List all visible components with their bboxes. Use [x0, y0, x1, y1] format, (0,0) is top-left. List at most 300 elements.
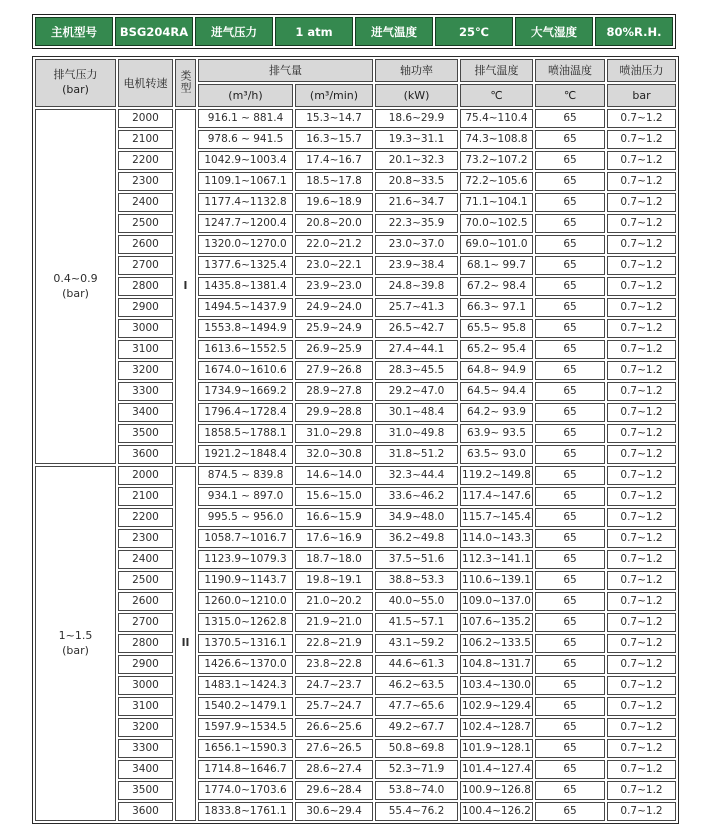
cell-capacity-m3h: 1435.8~1381.4: [198, 277, 293, 296]
table-row: [35, 529, 676, 548]
cell-capacity-m3min: 20.8~20.0: [295, 214, 373, 233]
cell-shaft-power: 36.2~49.8: [375, 529, 458, 548]
table-row: [35, 340, 676, 359]
cell-capacity-m3min: 29.9~28.8: [295, 403, 373, 422]
cell-oil-pressure: 0.7~1.2: [607, 109, 676, 128]
cell-discharge-temp: 65.5~ 95.8: [460, 319, 533, 338]
table-row: [35, 466, 676, 485]
cell-capacity-m3h: 1796.4~1728.4: [198, 403, 293, 422]
inlet-pressure-label: 进气压力: [195, 17, 273, 46]
cell-motor-speed: 2000: [118, 109, 173, 128]
cell-oil-temp: 65: [535, 193, 605, 212]
cell-discharge-temp: 117.4~147.6: [460, 487, 533, 506]
cell-motor-speed: 2800: [118, 634, 173, 653]
cell-capacity-m3min: 18.5~17.8: [295, 172, 373, 191]
cell-capacity-m3min: 15.6~15.0: [295, 487, 373, 506]
cell-discharge-temp: 102.9~129.4: [460, 697, 533, 716]
cell-capacity-m3min: 21.9~21.0: [295, 613, 373, 632]
unit-discharge-temp: ℃: [460, 84, 533, 107]
cell-discharge-temp: 100.4~126.2: [460, 802, 533, 821]
cell-shaft-power: 53.8~74.0: [375, 781, 458, 800]
col-header-discharge-temp: 排气温度: [460, 59, 533, 82]
type-value: II: [175, 466, 196, 821]
cell-capacity-m3min: 21.0~20.2: [295, 592, 373, 611]
cell-capacity-m3min: 27.9~26.8: [295, 361, 373, 380]
cell-shaft-power: 21.6~34.7: [375, 193, 458, 212]
cell-oil-temp: 65: [535, 676, 605, 695]
cell-discharge-temp: 109.0~137.0: [460, 592, 533, 611]
cell-oil-pressure: 0.7~1.2: [607, 256, 676, 275]
cell-discharge-temp: 63.5~ 93.0: [460, 445, 533, 464]
cell-motor-speed: 2300: [118, 529, 173, 548]
cell-motor-speed: 2200: [118, 508, 173, 527]
cell-oil-temp: 65: [535, 466, 605, 485]
cell-oil-temp: 65: [535, 109, 605, 128]
cell-capacity-m3min: 18.7~18.0: [295, 550, 373, 569]
cell-discharge-temp: 101.4~127.4: [460, 760, 533, 779]
cell-motor-speed: 2000: [118, 466, 173, 485]
cell-capacity-m3h: 1177.4~1132.8: [198, 193, 293, 212]
unit-m3h: (m³/h): [198, 84, 293, 107]
cell-capacity-m3min: 31.0~29.8: [295, 424, 373, 443]
cell-capacity-m3h: 1315.0~1262.8: [198, 613, 293, 632]
cell-capacity-m3h: 1483.1~1424.3: [198, 676, 293, 695]
table-row: [35, 655, 676, 674]
cell-oil-pressure: 0.7~1.2: [607, 802, 676, 821]
cell-capacity-m3h: 1190.9~1143.7: [198, 571, 293, 590]
cell-discharge-temp: 104.8~131.7: [460, 655, 533, 674]
cell-capacity-m3min: 22.8~21.9: [295, 634, 373, 653]
cell-oil-pressure: 0.7~1.2: [607, 193, 676, 212]
discharge-pressure-range: 1~1.5 (bar): [35, 466, 116, 821]
cell-oil-pressure: 0.7~1.2: [607, 445, 676, 464]
cell-oil-temp: 65: [535, 760, 605, 779]
machine-model-value: BSG204RA: [115, 17, 193, 46]
table-row: [35, 319, 676, 338]
col-header-capacity: 排气量: [198, 59, 373, 82]
cell-motor-speed: 2600: [118, 592, 173, 611]
cell-capacity-m3h: 1540.2~1479.1: [198, 697, 293, 716]
cell-oil-temp: 65: [535, 214, 605, 233]
cell-oil-pressure: 0.7~1.2: [607, 760, 676, 779]
unit-m3min: (m³/min): [295, 84, 373, 107]
cell-capacity-m3min: 32.0~30.8: [295, 445, 373, 464]
cell-capacity-m3min: 19.6~18.9: [295, 193, 373, 212]
cell-oil-temp: 65: [535, 235, 605, 254]
cell-capacity-m3min: 28.6~27.4: [295, 760, 373, 779]
cell-discharge-temp: 64.5~ 94.4: [460, 382, 533, 401]
table-row: [35, 403, 676, 422]
cell-shaft-power: 37.5~51.6: [375, 550, 458, 569]
cell-oil-pressure: 0.7~1.2: [607, 550, 676, 569]
cell-motor-speed: 3500: [118, 781, 173, 800]
cell-oil-pressure: 0.7~1.2: [607, 781, 676, 800]
cell-oil-pressure: 0.7~1.2: [607, 466, 676, 485]
cell-motor-speed: 3200: [118, 361, 173, 380]
cell-discharge-temp: 67.2~ 98.4: [460, 277, 533, 296]
inlet-temp-label: 进气温度: [355, 17, 433, 46]
cell-oil-pressure: 0.7~1.2: [607, 298, 676, 317]
cell-oil-pressure: 0.7~1.2: [607, 277, 676, 296]
cell-capacity-m3min: 29.6~28.4: [295, 781, 373, 800]
cell-shaft-power: 40.0~55.0: [375, 592, 458, 611]
cell-oil-pressure: 0.7~1.2: [607, 529, 676, 548]
cell-shaft-power: 55.4~76.2: [375, 802, 458, 821]
cell-oil-temp: 65: [535, 298, 605, 317]
cell-capacity-m3h: 1370.5~1316.1: [198, 634, 293, 653]
cell-motor-speed: 3600: [118, 445, 173, 464]
cell-shaft-power: 43.1~59.2: [375, 634, 458, 653]
cell-capacity-m3h: 1109.1~1067.1: [198, 172, 293, 191]
cell-motor-speed: 3200: [118, 718, 173, 737]
type-value: I: [175, 109, 196, 464]
cell-shaft-power: 34.9~48.0: [375, 508, 458, 527]
cell-oil-temp: 65: [535, 739, 605, 758]
cell-capacity-m3h: 1042.9~1003.4: [198, 151, 293, 170]
cell-discharge-temp: 100.9~126.8: [460, 781, 533, 800]
cell-capacity-m3min: 24.7~23.7: [295, 676, 373, 695]
cell-capacity-m3h: 1674.0~1610.6: [198, 361, 293, 380]
cell-capacity-m3h: 1247.7~1200.4: [198, 214, 293, 233]
col-header-type: [175, 59, 196, 107]
cell-oil-pressure: 0.7~1.2: [607, 424, 676, 443]
cell-shaft-power: 29.2~47.0: [375, 382, 458, 401]
cell-oil-temp: 65: [535, 697, 605, 716]
cell-discharge-temp: 74.3~108.8: [460, 130, 533, 149]
table-row: [35, 445, 676, 464]
cell-shaft-power: 38.8~53.3: [375, 571, 458, 590]
table-row: [35, 424, 676, 443]
cell-oil-pressure: 0.7~1.2: [607, 634, 676, 653]
cell-shaft-power: 20.8~33.5: [375, 172, 458, 191]
cell-shaft-power: 30.1~48.4: [375, 403, 458, 422]
table-row: [35, 298, 676, 317]
cell-discharge-temp: 71.1~104.1: [460, 193, 533, 212]
cell-shaft-power: 25.7~41.3: [375, 298, 458, 317]
cell-oil-pressure: 0.7~1.2: [607, 508, 676, 527]
cell-motor-speed: 2600: [118, 235, 173, 254]
cell-oil-pressure: 0.7~1.2: [607, 571, 676, 590]
cell-oil-pressure: 0.7~1.2: [607, 403, 676, 422]
table-row: [35, 760, 676, 779]
performance-table: [32, 56, 679, 824]
cell-shaft-power: 46.2~63.5: [375, 676, 458, 695]
cell-motor-speed: 3300: [118, 739, 173, 758]
unit-oil-pressure: bar: [607, 84, 676, 107]
cell-oil-pressure: 0.7~1.2: [607, 235, 676, 254]
cell-oil-temp: 65: [535, 403, 605, 422]
cell-shaft-power: 52.3~71.9: [375, 760, 458, 779]
cell-motor-speed: 3600: [118, 802, 173, 821]
cell-shaft-power: 50.8~69.8: [375, 739, 458, 758]
cell-discharge-temp: 63.9~ 93.5: [460, 424, 533, 443]
cell-discharge-temp: 69.0~101.0: [460, 235, 533, 254]
table-row: [35, 781, 676, 800]
cell-discharge-temp: 101.9~128.1: [460, 739, 533, 758]
cell-capacity-m3h: 1656.1~1590.3: [198, 739, 293, 758]
table-row: [35, 697, 676, 716]
cell-capacity-m3h: 1858.5~1788.1: [198, 424, 293, 443]
table-row: [35, 592, 676, 611]
cell-motor-speed: 3000: [118, 676, 173, 695]
cell-capacity-m3h: 1058.7~1016.7: [198, 529, 293, 548]
cell-shaft-power: 20.1~32.3: [375, 151, 458, 170]
cell-capacity-m3h: 1426.6~1370.0: [198, 655, 293, 674]
cell-oil-temp: 65: [535, 340, 605, 359]
cell-capacity-m3h: 1320.0~1270.0: [198, 235, 293, 254]
cell-discharge-temp: 73.2~107.2: [460, 151, 533, 170]
table-row: [35, 550, 676, 569]
cell-oil-temp: 65: [535, 592, 605, 611]
cell-motor-speed: 2700: [118, 613, 173, 632]
col-header-oil-pressure: 喷油压力: [607, 59, 676, 82]
cell-oil-temp: 65: [535, 718, 605, 737]
cell-capacity-m3min: 23.9~23.0: [295, 277, 373, 296]
cell-capacity-m3min: 23.8~22.8: [295, 655, 373, 674]
cell-oil-temp: 65: [535, 487, 605, 506]
ambient-humidity-label: 大气湿度: [515, 17, 593, 46]
cell-motor-speed: 3500: [118, 424, 173, 443]
cell-oil-pressure: 0.7~1.2: [607, 319, 676, 338]
inlet-pressure-value: 1 atm: [275, 17, 353, 46]
table-row: [35, 256, 676, 275]
cell-motor-speed: 2400: [118, 550, 173, 569]
cell-shaft-power: 49.2~67.7: [375, 718, 458, 737]
cell-capacity-m3h: 934.1 ~ 897.0: [198, 487, 293, 506]
cell-shaft-power: 28.3~45.5: [375, 361, 458, 380]
cell-capacity-m3min: 15.3~14.7: [295, 109, 373, 128]
cell-shaft-power: 33.6~46.2: [375, 487, 458, 506]
cell-capacity-m3min: 19.8~19.1: [295, 571, 373, 590]
cell-shaft-power: 47.7~65.6: [375, 697, 458, 716]
cell-motor-speed: 3400: [118, 760, 173, 779]
cell-capacity-m3h: 874.5 ~ 839.8: [198, 466, 293, 485]
cell-capacity-m3min: 27.6~26.5: [295, 739, 373, 758]
cell-shaft-power: 18.6~29.9: [375, 109, 458, 128]
cell-oil-pressure: 0.7~1.2: [607, 172, 676, 191]
table-row: [35, 802, 676, 821]
cell-oil-pressure: 0.7~1.2: [607, 382, 676, 401]
cell-oil-pressure: 0.7~1.2: [607, 655, 676, 674]
table-row: [35, 109, 676, 128]
ambient-humidity-value: 80%R.H.: [595, 17, 673, 46]
cell-capacity-m3min: 16.3~15.7: [295, 130, 373, 149]
cell-capacity-m3h: 1553.8~1494.9: [198, 319, 293, 338]
cell-discharge-temp: 64.8~ 94.9: [460, 361, 533, 380]
cell-oil-temp: 65: [535, 424, 605, 443]
cell-capacity-m3h: 916.1 ~ 881.4: [198, 109, 293, 128]
cell-oil-temp: 65: [535, 550, 605, 569]
discharge-pressure-label: 排气压力: [53, 68, 98, 82]
cell-oil-temp: 65: [535, 571, 605, 590]
cell-capacity-m3min: 30.6~29.4: [295, 802, 373, 821]
cell-capacity-m3h: 1494.5~1437.9: [198, 298, 293, 317]
cell-discharge-temp: 107.6~135.2: [460, 613, 533, 632]
cell-capacity-m3min: 24.9~24.0: [295, 298, 373, 317]
cell-oil-temp: 65: [535, 445, 605, 464]
cell-shaft-power: 26.5~42.7: [375, 319, 458, 338]
cell-capacity-m3min: 25.9~24.9: [295, 319, 373, 338]
cell-motor-speed: 2100: [118, 130, 173, 149]
cell-discharge-temp: 75.4~110.4: [460, 109, 533, 128]
col-header-discharge-pressure: [35, 59, 116, 107]
table-row: [35, 718, 676, 737]
cell-discharge-temp: 70.0~102.5: [460, 214, 533, 233]
cell-shaft-power: 41.5~57.1: [375, 613, 458, 632]
cell-shaft-power: 23.0~37.0: [375, 235, 458, 254]
cell-discharge-temp: 65.2~ 95.4: [460, 340, 533, 359]
table-row: [35, 172, 676, 191]
table-row: [35, 361, 676, 380]
cell-oil-temp: 65: [535, 130, 605, 149]
cell-oil-temp: 65: [535, 613, 605, 632]
table-row: [35, 634, 676, 653]
cell-motor-speed: 2700: [118, 256, 173, 275]
table-row: [35, 613, 676, 632]
cell-oil-pressure: 0.7~1.2: [607, 676, 676, 695]
cell-discharge-temp: 102.4~128.7: [460, 718, 533, 737]
unit-kw: (kW): [375, 84, 458, 107]
cell-oil-temp: 65: [535, 319, 605, 338]
cell-capacity-m3h: 1123.9~1079.3: [198, 550, 293, 569]
col-header-shaft-power: 轴功率: [375, 59, 458, 82]
cell-oil-pressure: 0.7~1.2: [607, 739, 676, 758]
cell-motor-speed: 2900: [118, 655, 173, 674]
cell-oil-temp: 65: [535, 277, 605, 296]
cell-oil-pressure: 0.7~1.2: [607, 613, 676, 632]
cell-capacity-m3min: 23.0~22.1: [295, 256, 373, 275]
cell-capacity-m3min: 26.6~25.6: [295, 718, 373, 737]
cell-oil-pressure: 0.7~1.2: [607, 592, 676, 611]
cell-discharge-temp: 110.6~139.1: [460, 571, 533, 590]
cell-capacity-m3min: 17.6~16.9: [295, 529, 373, 548]
cell-oil-pressure: 0.7~1.2: [607, 718, 676, 737]
conditions-row: [35, 17, 673, 46]
cell-oil-temp: 65: [535, 802, 605, 821]
table-row: [35, 739, 676, 758]
cell-capacity-m3min: 16.6~15.9: [295, 508, 373, 527]
cell-capacity-m3h: 1377.6~1325.4: [198, 256, 293, 275]
cell-motor-speed: 2300: [118, 172, 173, 191]
cell-oil-temp: 65: [535, 529, 605, 548]
cell-discharge-temp: 115.7~145.4: [460, 508, 533, 527]
cell-oil-temp: 65: [535, 634, 605, 653]
discharge-pressure-range: 0.4~0.9 (bar): [35, 109, 116, 464]
cell-motor-speed: 2500: [118, 214, 173, 233]
cell-motor-speed: 2500: [118, 571, 173, 590]
cell-shaft-power: 27.4~44.1: [375, 340, 458, 359]
cell-shaft-power: 24.8~39.8: [375, 277, 458, 296]
table-row: [35, 382, 676, 401]
cell-capacity-m3h: 1613.6~1552.5: [198, 340, 293, 359]
cell-motor-speed: 2800: [118, 277, 173, 296]
table-row: [35, 676, 676, 695]
cell-oil-temp: 65: [535, 781, 605, 800]
cell-shaft-power: 31.8~51.2: [375, 445, 458, 464]
operating-conditions-header: [32, 14, 676, 49]
cell-motor-speed: 2200: [118, 151, 173, 170]
discharge-pressure-unit: (bar): [62, 83, 89, 96]
performance-table-head: [35, 59, 676, 107]
cell-capacity-m3h: 1597.9~1534.5: [198, 718, 293, 737]
cell-shaft-power: 22.3~35.9: [375, 214, 458, 233]
cell-oil-pressure: 0.7~1.2: [607, 487, 676, 506]
cell-oil-temp: 65: [535, 508, 605, 527]
header-row-1: [35, 59, 676, 82]
cell-oil-pressure: 0.7~1.2: [607, 361, 676, 380]
cell-discharge-temp: 119.2~149.8: [460, 466, 533, 485]
cell-shaft-power: 23.9~38.4: [375, 256, 458, 275]
table-row: [35, 193, 676, 212]
cell-motor-speed: 3300: [118, 382, 173, 401]
table-row: [35, 235, 676, 254]
cell-oil-pressure: 0.7~1.2: [607, 151, 676, 170]
cell-discharge-temp: 66.3~ 97.1: [460, 298, 533, 317]
cell-capacity-m3h: 978.6 ~ 941.5: [198, 130, 293, 149]
cell-motor-speed: 2400: [118, 193, 173, 212]
table-row: [35, 571, 676, 590]
inlet-temp-value: 25℃: [435, 17, 513, 46]
table-row: [35, 130, 676, 149]
table-row: [35, 508, 676, 527]
cell-motor-speed: 3100: [118, 340, 173, 359]
cell-discharge-temp: 64.2~ 93.9: [460, 403, 533, 422]
cell-oil-pressure: 0.7~1.2: [607, 214, 676, 233]
cell-capacity-m3h: 1260.0~1210.0: [198, 592, 293, 611]
cell-motor-speed: 2100: [118, 487, 173, 506]
cell-discharge-temp: 114.0~143.3: [460, 529, 533, 548]
cell-oil-temp: 65: [535, 151, 605, 170]
cell-discharge-temp: 72.2~105.6: [460, 172, 533, 191]
cell-capacity-m3min: 14.6~14.0: [295, 466, 373, 485]
cell-discharge-temp: 106.2~133.5: [460, 634, 533, 653]
cell-motor-speed: 3100: [118, 697, 173, 716]
spec-table-body: [35, 109, 676, 821]
cell-oil-temp: 65: [535, 172, 605, 191]
type-label: 类型: [179, 70, 192, 94]
machine-model-label: 主机型号: [35, 17, 113, 46]
cell-shaft-power: 19.3~31.1: [375, 130, 458, 149]
cell-oil-pressure: 0.7~1.2: [607, 340, 676, 359]
cell-shaft-power: 31.0~49.8: [375, 424, 458, 443]
unit-oil-temp: ℃: [535, 84, 605, 107]
cell-shaft-power: 44.6~61.3: [375, 655, 458, 674]
cell-discharge-temp: 103.4~130.0: [460, 676, 533, 695]
cell-capacity-m3h: 995.5 ~ 956.0: [198, 508, 293, 527]
cell-motor-speed: 3000: [118, 319, 173, 338]
spec-sheet: [32, 14, 676, 824]
cell-motor-speed: 3400: [118, 403, 173, 422]
cell-capacity-m3min: 17.4~16.7: [295, 151, 373, 170]
cell-oil-temp: 65: [535, 382, 605, 401]
col-header-oil-temp: 喷油温度: [535, 59, 605, 82]
cell-oil-temp: 65: [535, 256, 605, 275]
cell-capacity-m3h: 1833.8~1761.1: [198, 802, 293, 821]
table-row: [35, 151, 676, 170]
cell-oil-temp: 65: [535, 655, 605, 674]
cell-shaft-power: 32.3~44.4: [375, 466, 458, 485]
cell-oil-pressure: 0.7~1.2: [607, 697, 676, 716]
cell-oil-temp: 65: [535, 361, 605, 380]
col-header-motor-speed: 电机转速: [118, 59, 173, 107]
table-row: [35, 487, 676, 506]
cell-discharge-temp: 112.3~141.1: [460, 550, 533, 569]
cell-motor-speed: 2900: [118, 298, 173, 317]
cell-discharge-temp: 68.1~ 99.7: [460, 256, 533, 275]
cell-capacity-m3min: 26.9~25.9: [295, 340, 373, 359]
cell-capacity-m3h: 1714.8~1646.7: [198, 760, 293, 779]
cell-capacity-m3min: 28.9~27.8: [295, 382, 373, 401]
